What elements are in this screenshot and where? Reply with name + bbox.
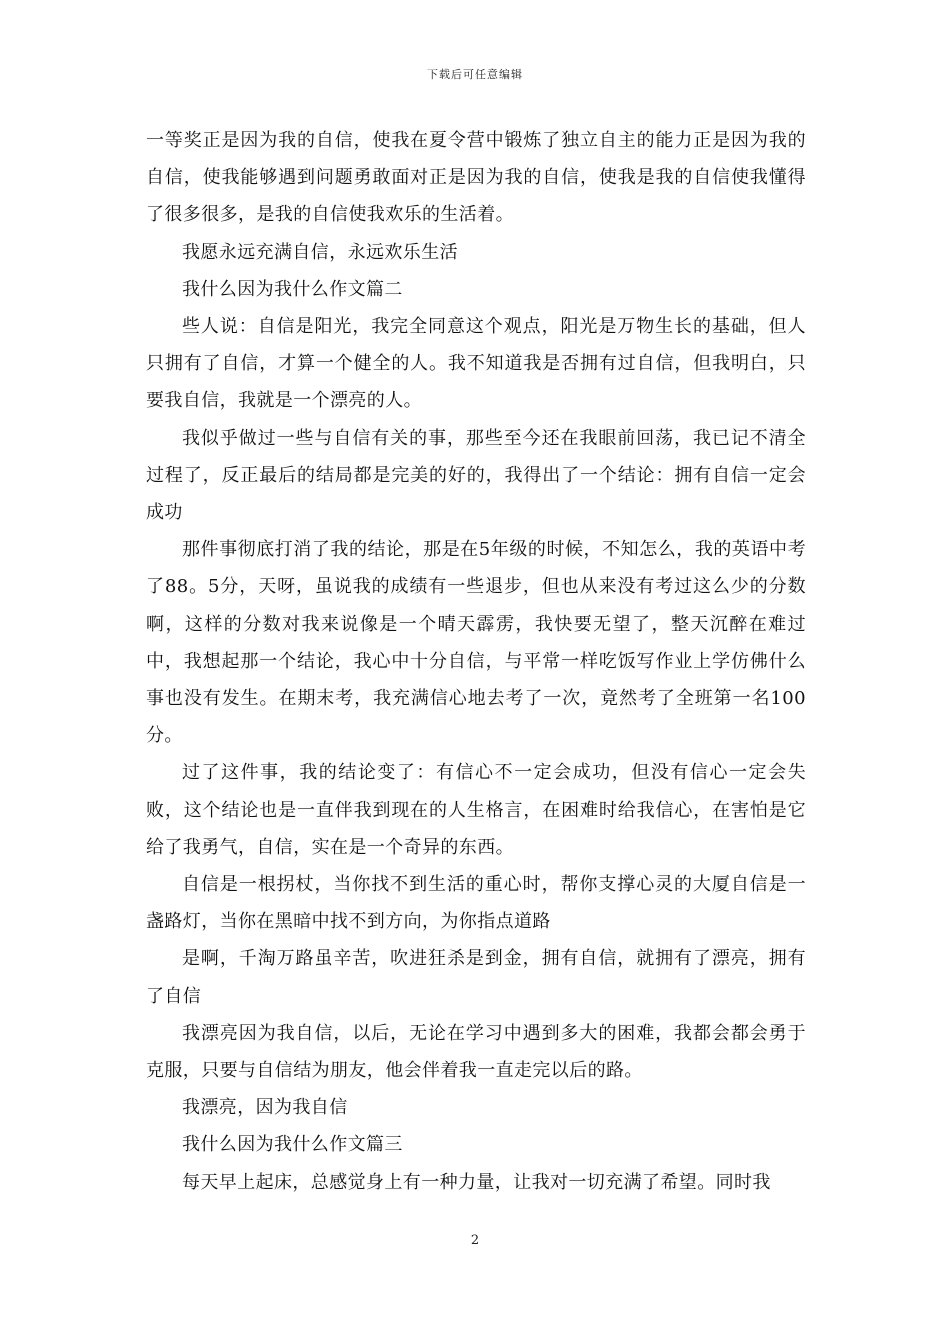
paragraph: 我漂亮因为我自信，以后，无论在学习中遇到多大的困难，我都会都会勇于克服，只要与自信结为朋友，他会伴着我一直走完以后的路。 [146,1022,806,1082]
paragraph: 每天早上起床，总感觉身上有一种力量，让我对一切充满了希望。同时我 [182,1171,771,1193]
paragraph: 过了这件事，我的结论变了：有信心不一定会成功，但没有信心一定会失败，这个结论也是一直伴我到现在的人生格言，在困难时给我信心，在害怕是它给了我勇气，自信，实在是一个奇异的东西。 [146,762,806,858]
document-body [146,122,806,1201]
paragraph: 我漂亮，因为我自信 [182,1097,348,1119]
page-number: 2 [470,1233,480,1248]
paragraph: 那件事彻底打消了我的结论，那是在5年级的时候，不知怎么，我的英语中考了88。5分，天呀，虽说我的成绩有一些退步，但也从来没有考过这么少的分数啊，这样的分数对我来说像是一个晴天霹雳，我快要无望了，整天沉醉在难过中，我想起那一个结论，我心中十分自信，与平常一样吃饭写作业上学仿佛什么事也没有发生。在期末考，我充满信心地去考了一次，竟然考了全班第一名100分。 [146,539,806,747]
paragraph: 一等奖正是因为我的自信，使我在夏令营中锻炼了独立自主的能力正是因为我的自信，使我能够遇到问题勇敢面对正是因为我的自信，使我是我的自信使我懂得了很多很多，是我的自信使我欢乐的生活着。 [146,130,806,226]
paragraph: 些人说：自信是阳光，我完全同意这个观点，阳光是万物生长的基础，但人只拥有了自信，才算一个健全的人。我不知道我是否拥有过自信，但我明白，只要我自信，我就是一个漂亮的人。 [146,316,806,412]
paragraph: 自信是一根拐杖，当你找不到生活的重心时，帮你支撑心灵的大厦自信是一盏路灯，当你在黑暗中找不到方向，为你指点道路 [146,874,806,933]
section-heading: 我什么因为我什么作文篇三 [182,1134,403,1156]
paragraph: 我似乎做过一些与自信有关的事，那些至今还在我眼前回荡，我已记不清全过程了，反正最后的结局都是完美的好的，我得出了一个结论：拥有自信一定会成功 [146,427,806,524]
section-heading: 我什么因为我什么作文篇二 [182,278,403,300]
page-header: 下载后可任意编辑 [427,68,523,81]
paragraph: 是啊，千淘万路虽辛苦，吹进狂杀是到金，拥有自信，就拥有了漂亮，拥有了自信 [146,948,806,1007]
paragraph: 我愿永远充满自信，永远欢乐生活 [182,241,458,263]
